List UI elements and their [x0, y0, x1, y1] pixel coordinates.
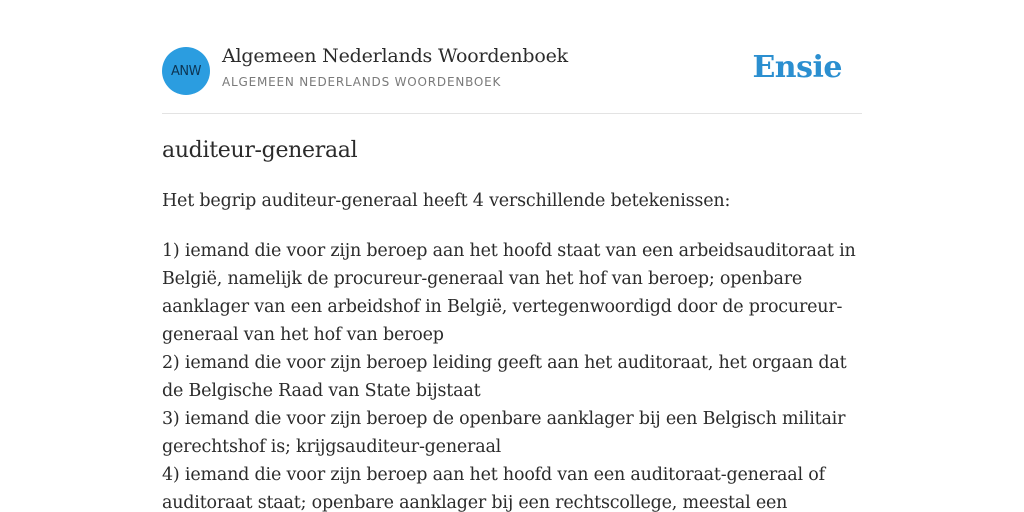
definition-list [162, 237, 862, 512]
anw-logo[interactable] [162, 47, 210, 95]
definition-item: 2) iemand die voor zijn beroep leiding geeft aan het auditoraat, het orgaan dat de Belgische Raad van State bijstaat [162, 353, 847, 401]
site-subtitle: ALGEMEEN NEDERLANDS WOORDENBOEK [222, 75, 502, 89]
entry-intro: Het begrip auditeur-generaal heeft 4 verschillende betekenissen: [162, 191, 731, 211]
entry-title: auditeur-generaal [162, 138, 358, 163]
logo-text: ANW [171, 63, 201, 79]
ensie-brand-logo[interactable]: Ensie [752, 50, 842, 85]
definition-item: 4) iemand die voor zijn beroep aan het hoofd van een auditoraat-generaal of auditoraat staat; openbare aanklager bij een rechtscollege, meestal een [162, 465, 825, 512]
definition-item: 3) iemand die voor zijn beroep de openbare aanklager bij een Belgisch militair gerechtshof is; krijgsauditeur-generaal [162, 409, 846, 457]
definition-item: 1) iemand die voor zijn beroep aan het hoofd staat van een arbeidsauditoraat in België, namelijk de procureur-generaal van het hof van beroep; openbare aanklager van een arbeidshof in België, vertegenwoordigd door de procureur-generaal van het hof van beroep [162, 241, 856, 345]
site-header [162, 0, 862, 114]
content-container [162, 0, 862, 512]
site-title[interactable]: Algemeen Nederlands Woordenboek [222, 45, 568, 67]
